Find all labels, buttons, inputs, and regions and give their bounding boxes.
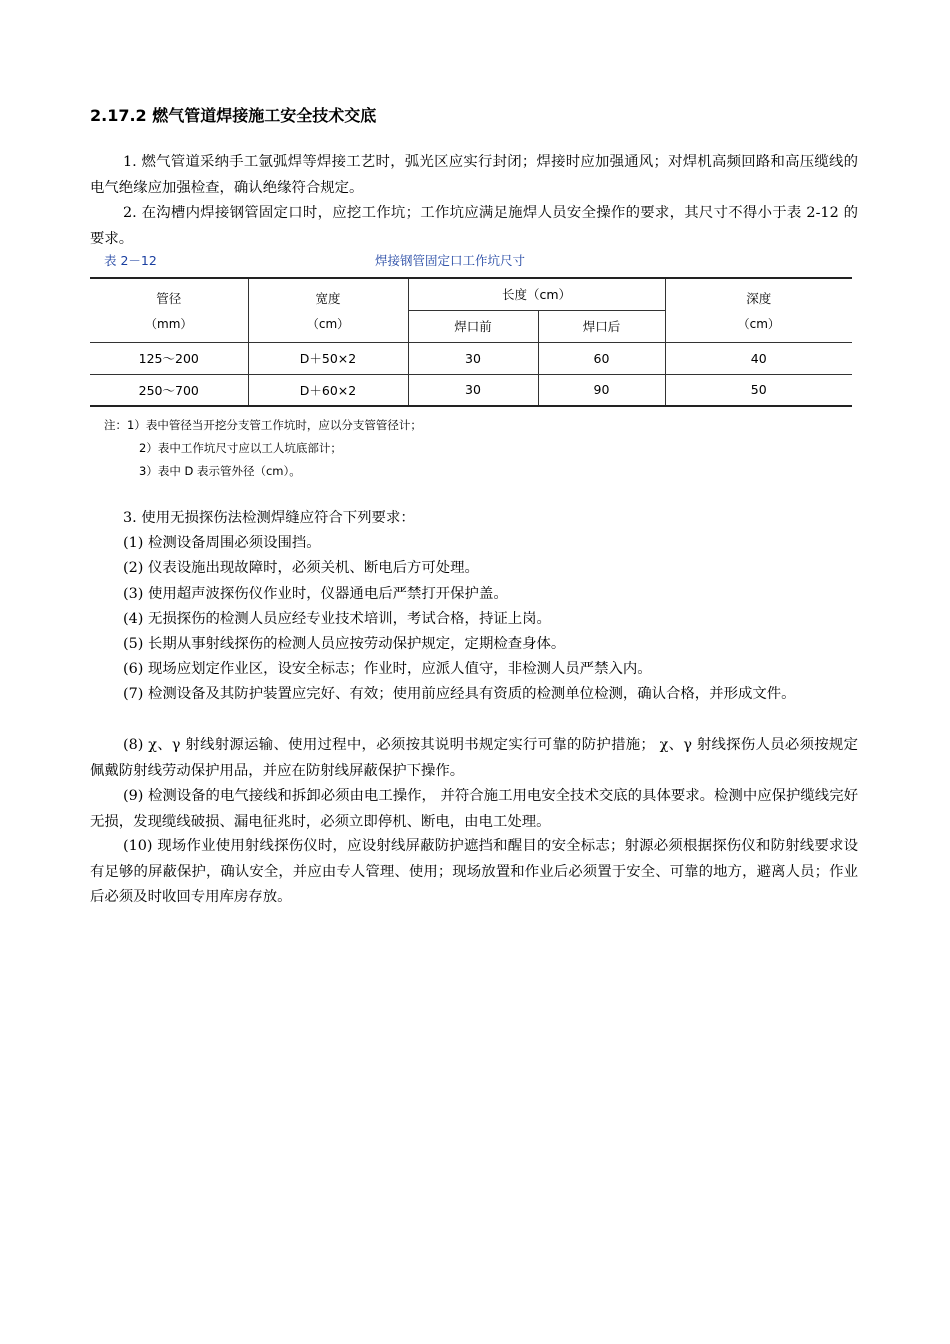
table-row [90, 342, 852, 374]
list-item: (9) 检测设备的电气接线和拆卸必须由电工操作， 并符合施工用电安全技术交底的具体要求。检测中应保护缆线完好无损，发现缆线破损、漏电征兆时，必须立即停机、断电，由电工处理。 [90, 788, 858, 830]
list-item: (8) χ、γ 射线射源运输、使用过程中，必须按其说明书规定实行可靠的防护措施； χ、γ 射线探伤人员必须按规定佩戴防射线劳动保护用品，并应在防射线屏蔽保护下操作。 [90, 737, 858, 779]
paragraph-3: 3. 使用无损探伤法检测焊缝应符合下列要求： [123, 510, 415, 526]
cell-width: D＋60×2 [248, 374, 408, 406]
section-title: 2.17.2 燃气管道焊接施工安全技术交底 [90, 106, 377, 125]
header-after-weld: 焊口后 [538, 310, 665, 342]
paragraph-2: 2. 在沟槽内焊接钢管固定口时，应挖工作坑；工作坑应满足施焊人员安全操作的要求，其尺寸不得小于表 2-12 的要求。 [90, 205, 858, 247]
table-header-row [90, 278, 852, 310]
cell-after: 60 [538, 342, 665, 374]
cell-before: 30 [408, 342, 538, 374]
list-item: (3) 使用超声波探伤仪作业时，仪器通电后严禁打开保护盖。 [123, 586, 508, 602]
list-item: (7) 检测设备及其防护装置应完好、有效；使用前应经具有资质的检测单位检测，确认合格，并形成文件。 [123, 686, 796, 702]
list-item: (2) 仪表设施出现故障时，必须关机、断电后方可处理。 [123, 560, 479, 576]
paragraph-1: 1. 燃气管道采纳手工氩弧焊等焊接工艺时，弧光区应实行封闭；焊接时应加强通风；对焊机高频回路和高压缆线的电气绝缘应加强检查，确认绝缘符合规定。 [90, 154, 858, 196]
table-row [90, 374, 852, 406]
table-note-2: 2）表中工作坑尺寸应以工人坑底部计； [139, 441, 342, 455]
table-note-1: 注：1）表中管径当开挖分支管工作坑时，应以分支管管径计； [104, 418, 422, 432]
table-note-3: 3）表中 D 表示管外径（cm）。 [139, 464, 301, 478]
cell-before: 30 [408, 374, 538, 406]
header-before-weld: 焊口前 [408, 310, 538, 342]
list-item: (6) 现场应划定作业区，设安全标志；作业时，应派人值守，非检测人员严禁入内。 [123, 661, 652, 677]
list-item: (5) 长期从事射线探伤的检测人员应按劳动保护规定，定期检查身体。 [123, 636, 566, 652]
list-item: (10) 现场作业使用射线探伤仪时，应设射线屏蔽防护遮挡和醒目的安全标志；射源必须根据探伤仪和防射线要求设有足够的屏蔽保护，确认安全，并应由专人管理、使用；现场放置和作业后必须置于安全、可靠的地方，避离人员；作业后必须及时收回专用库房存放。 [90, 838, 858, 905]
list-item: (1) 检测设备周围必须设围挡。 [123, 535, 321, 551]
pit-size-table [90, 277, 852, 407]
header-depth: 深度 （cm） [665, 278, 852, 342]
list-item: (4) 无损探伤的检测人员应经专业技术培训，考试合格，持证上岗。 [123, 611, 551, 627]
header-length: 长度（cm） [408, 278, 665, 310]
table-number: 表 2－12 [104, 253, 157, 268]
cell-width: D＋50×2 [248, 342, 408, 374]
cell-pipe-dia: 125～200 [90, 342, 248, 374]
cell-depth: 50 [665, 374, 852, 406]
cell-pipe-dia: 250～700 [90, 374, 248, 406]
table-title: 焊接钢管固定口工作坑尺寸 [375, 253, 526, 268]
header-pipe-dia: 管径 （mm） [90, 278, 248, 342]
header-width: 宽度 （cm） [248, 278, 408, 342]
cell-depth: 40 [665, 342, 852, 374]
cell-after: 90 [538, 374, 665, 406]
